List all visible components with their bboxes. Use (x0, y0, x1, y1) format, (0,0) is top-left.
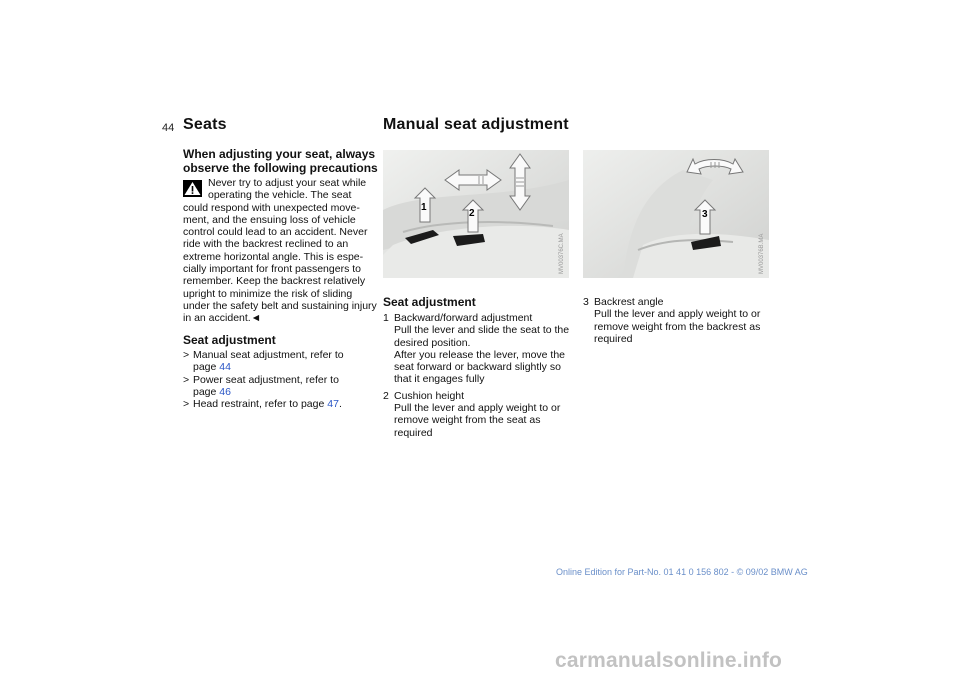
item-title: Cushion height (394, 389, 465, 402)
page-link-47[interactable]: 47 (327, 398, 339, 411)
section-title: Seats (183, 116, 227, 133)
warning-spacer (183, 189, 208, 201)
arrow-marker-icon: > (183, 398, 190, 411)
item-title: Backrest angle (594, 296, 664, 308)
arrow-marker-icon: > (183, 373, 190, 386)
footer-edition: Online Edition for Part-No. 01 41 0 156 802 - © 09/02 BMW AG (556, 567, 808, 577)
reference-suffix: . (338, 398, 342, 411)
callout-3: 3 (702, 209, 708, 220)
page-number: 44 (162, 122, 175, 134)
image-code-right: MV00376B.MA (759, 233, 765, 274)
item-text-2: After you release the lever, move the seat forward or backward slightly so that it engages fully (394, 348, 566, 386)
watermark[interactable]: carmanualsonline.info (555, 649, 783, 672)
item-text: Pull the lever and apply weight to or remove weight from the backrest as required (594, 308, 761, 345)
list-item (383, 390, 575, 439)
seat-illustration-right (583, 150, 769, 278)
image-code-left: MV00376C.MA (559, 233, 565, 274)
end-mark: ◄ (250, 312, 262, 325)
adjustment-list-left (383, 312, 575, 443)
list-item (383, 312, 575, 386)
item-number: 3 (583, 296, 589, 308)
callout-2: 2 (469, 208, 475, 219)
item-text: Pull the lever and apply weight to or remove weight from the seat as required (394, 402, 561, 439)
seat-photo-backrest (583, 150, 769, 278)
chapter-title: Manual seat adjustment (383, 116, 569, 133)
list-item (583, 296, 775, 345)
warning-paragraph (183, 177, 377, 325)
arrow-marker-icon: > (183, 349, 190, 361)
warning-first-line: Never try to adjust your seat while (208, 177, 367, 189)
reference-text: Power seat adjustment, refer to page (193, 373, 339, 398)
reference-item (183, 398, 363, 410)
item-title: Backward/forward adjustment (394, 312, 533, 324)
seat-illustration-left (383, 150, 569, 278)
page-link-46[interactable]: 46 (219, 385, 231, 398)
reference-text: Manual seat adjustment, refer to page (193, 349, 344, 374)
page-link-44[interactable]: 44 (219, 361, 231, 374)
seat-adjustment-subheading: Seat adjustment (383, 295, 476, 309)
reference-text: Head restraint, refer to page (193, 398, 325, 411)
precaution-heading-line1: When adjusting your seat, always (183, 147, 376, 161)
item-text: Pull the lever and slide the seat to the desired position. (394, 324, 570, 349)
seat-photo-levers (383, 150, 569, 278)
reference-item (183, 349, 363, 374)
warning-text: operating the vehicle. The seat could respond with unexpected move-ment, and the ensuing loss of vehicle control could lead to an accident. Never ride with the backrest reclined to an extreme horizontal angle. This is espe-cially important for front passengers to remember. Keep the backrest relatively upright to minimize the risk of sliding under the safety belt and sustaining injury in an accident. (183, 189, 377, 325)
callout-1: 1 (421, 202, 427, 213)
seat-adjustment-heading: Seat adjustment (183, 333, 276, 347)
precaution-heading-line2: observe the following precautions (183, 161, 378, 175)
item-number: 2 (383, 389, 389, 402)
item-number: 1 (383, 312, 389, 324)
precaution-heading (183, 147, 379, 175)
reference-item (183, 374, 363, 399)
adjustment-list-right (583, 296, 775, 349)
reference-list (183, 349, 363, 410)
